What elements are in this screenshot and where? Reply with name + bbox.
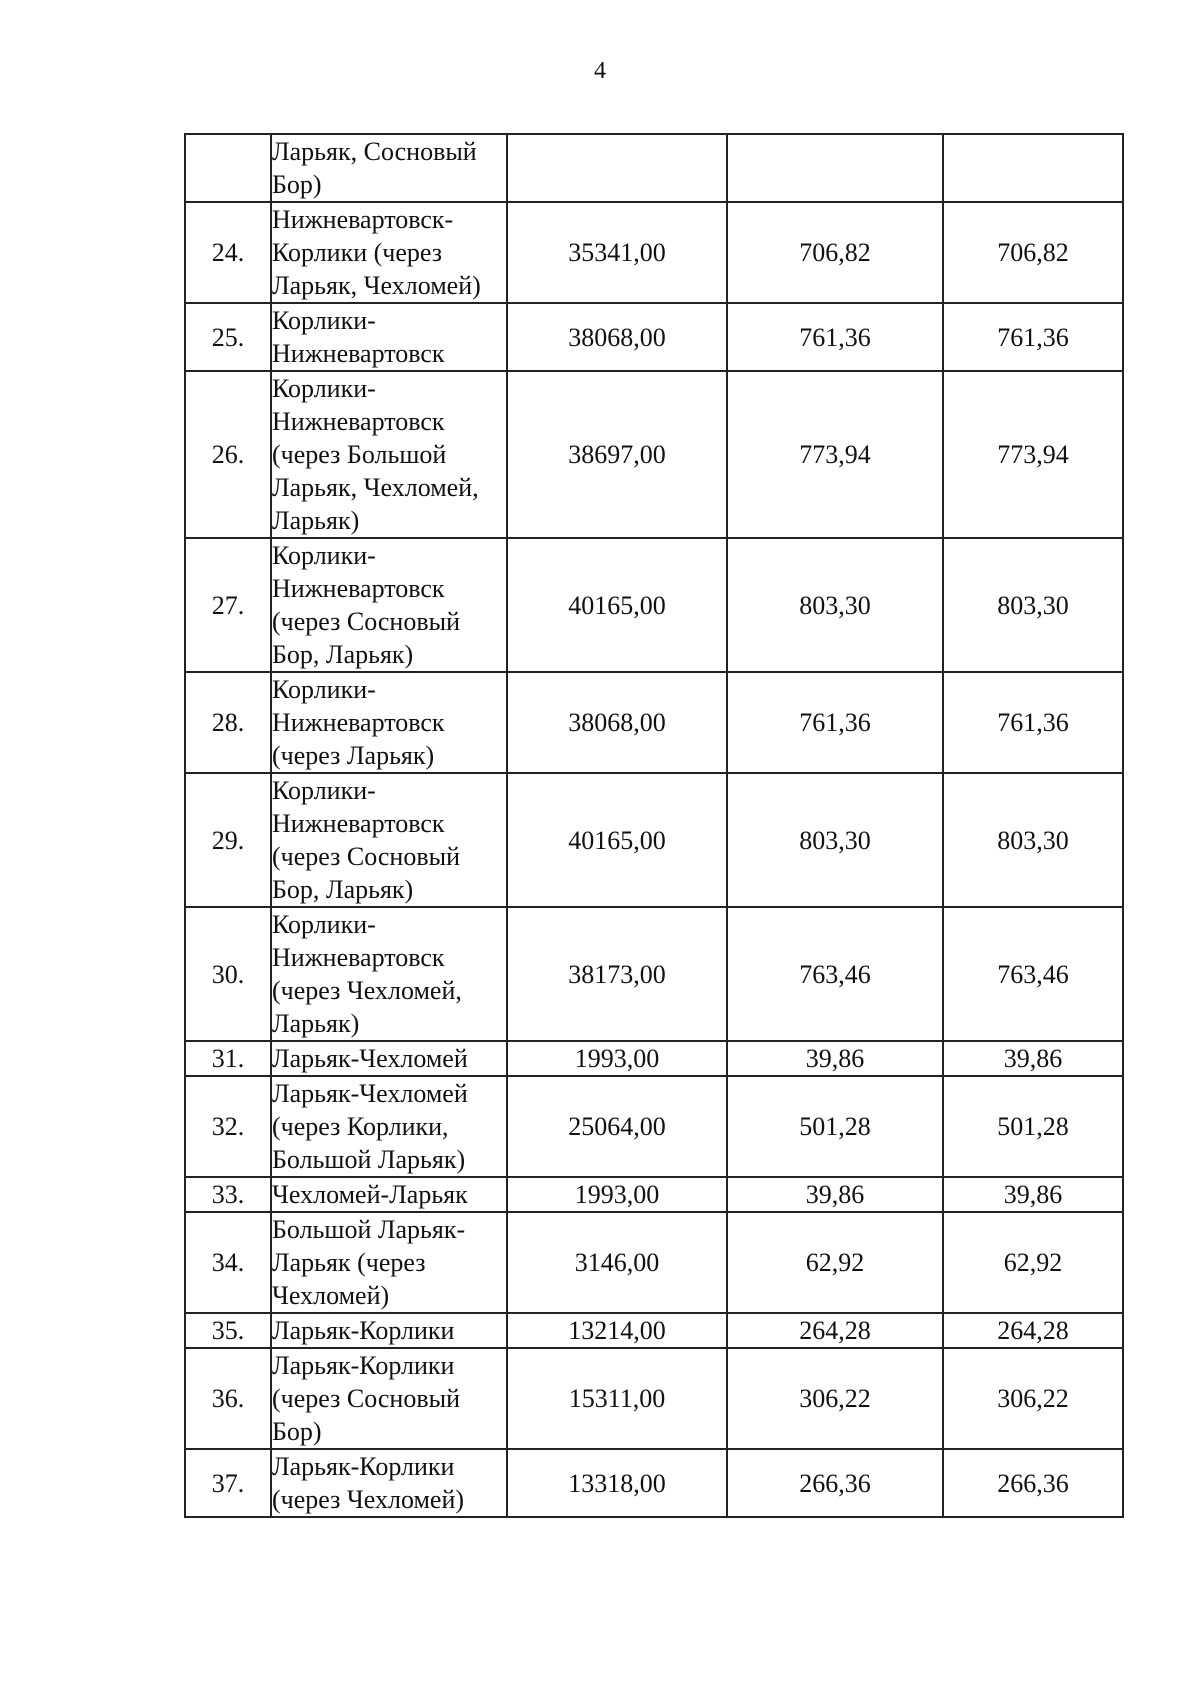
value-cell: 62,92 [943,1212,1123,1313]
route-cell: Корлики- Нижневартовск (через Чехломей, Ларьяк) [271,907,507,1041]
cost-cell [507,134,727,202]
row-number-cell: 33. [185,1177,271,1212]
cost-cell: 38068,00 [507,672,727,773]
route-cell: Ларьяк-Чехломей [271,1041,507,1076]
table-row [185,371,1123,538]
table-row [185,303,1123,371]
cost-cell: 38068,00 [507,303,727,371]
table-row [185,1348,1123,1449]
cost-cell: 15311,00 [507,1348,727,1449]
row-number-cell: 29. [185,773,271,907]
value-cell: 39,86 [727,1177,943,1212]
value-cell: 803,30 [943,538,1123,672]
cost-cell: 13214,00 [507,1313,727,1348]
value-cell: 306,22 [943,1348,1123,1449]
cost-cell: 38697,00 [507,371,727,538]
value-cell: 39,86 [943,1177,1123,1212]
cost-cell: 25064,00 [507,1076,727,1177]
value-cell: 39,86 [943,1041,1123,1076]
value-cell: 773,94 [943,371,1123,538]
route-cell: Большой Ларьяк- Ларьяк (через Чехломей) [271,1212,507,1313]
row-number-cell: 24. [185,202,271,303]
value-cell: 763,46 [727,907,943,1041]
row-number-cell: 36. [185,1348,271,1449]
route-cell: Корлики- Нижневартовск (через Сосновый Бор, Ларьяк) [271,538,507,672]
table-row [185,1076,1123,1177]
row-number-cell: 35. [185,1313,271,1348]
value-cell: 264,28 [727,1313,943,1348]
route-cell: Корлики- Нижневартовск [271,303,507,371]
table-row [185,1177,1123,1212]
route-cell: Корлики- Нижневартовск (через Сосновый Бор, Ларьяк) [271,773,507,907]
cost-cell: 1993,00 [507,1041,727,1076]
value-cell: 761,36 [727,303,943,371]
route-cell: Корлики- Нижневартовск (через Большой Ларьяк, Чехломей, Ларьяк) [271,371,507,538]
table-row [185,1449,1123,1517]
row-number-cell: 30. [185,907,271,1041]
table-row [185,1041,1123,1076]
value-cell: 803,30 [727,538,943,672]
table-row [185,202,1123,303]
route-cell: Ларьяк, Сосновый Бор) [271,134,507,202]
row-number-cell: 25. [185,303,271,371]
row-number-cell [185,134,271,202]
value-cell: 264,28 [943,1313,1123,1348]
value-cell [727,134,943,202]
route-cell: Ларьяк-Чехломей (через Корлики, Большой Ларьяк) [271,1076,507,1177]
cost-cell: 40165,00 [507,538,727,672]
cost-cell: 35341,00 [507,202,727,303]
table-row [185,907,1123,1041]
table-row [185,1212,1123,1313]
value-cell: 39,86 [727,1041,943,1076]
row-number-cell: 37. [185,1449,271,1517]
tariff-table [184,133,1124,1518]
route-cell: Ларьяк-Корлики [271,1313,507,1348]
value-cell: 773,94 [727,371,943,538]
value-cell: 306,22 [727,1348,943,1449]
row-number-cell: 28. [185,672,271,773]
value-cell: 763,46 [943,907,1123,1041]
table-row [185,1313,1123,1348]
cost-cell: 1993,00 [507,1177,727,1212]
value-cell: 761,36 [943,303,1123,371]
value-cell: 706,82 [943,202,1123,303]
table-body [185,134,1123,1517]
cost-cell: 38173,00 [507,907,727,1041]
row-number-cell: 27. [185,538,271,672]
value-cell: 266,36 [727,1449,943,1517]
row-number-cell: 34. [185,1212,271,1313]
value-cell: 803,30 [943,773,1123,907]
value-cell: 62,92 [727,1212,943,1313]
table-row [185,773,1123,907]
table-row [185,134,1123,202]
value-cell [943,134,1123,202]
value-cell: 761,36 [943,672,1123,773]
value-cell: 266,36 [943,1449,1123,1517]
value-cell: 761,36 [727,672,943,773]
row-number-cell: 26. [185,371,271,538]
cost-cell: 40165,00 [507,773,727,907]
row-number-cell: 31. [185,1041,271,1076]
route-cell: Чехломей-Ларьяк [271,1177,507,1212]
cost-cell: 13318,00 [507,1449,727,1517]
value-cell: 501,28 [727,1076,943,1177]
value-cell: 501,28 [943,1076,1123,1177]
route-cell: Нижневартовск- Корлики (через Ларьяк, Чехломей) [271,202,507,303]
cost-cell: 3146,00 [507,1212,727,1313]
table-row [185,672,1123,773]
value-cell: 706,82 [727,202,943,303]
route-cell: Ларьяк-Корлики (через Чехломей) [271,1449,507,1517]
table-row [185,538,1123,672]
route-cell: Ларьяк-Корлики (через Сосновый Бор) [271,1348,507,1449]
route-cell: Корлики- Нижневартовск (через Ларьяк) [271,672,507,773]
page-number: 4 [594,58,606,84]
value-cell: 803,30 [727,773,943,907]
row-number-cell: 32. [185,1076,271,1177]
